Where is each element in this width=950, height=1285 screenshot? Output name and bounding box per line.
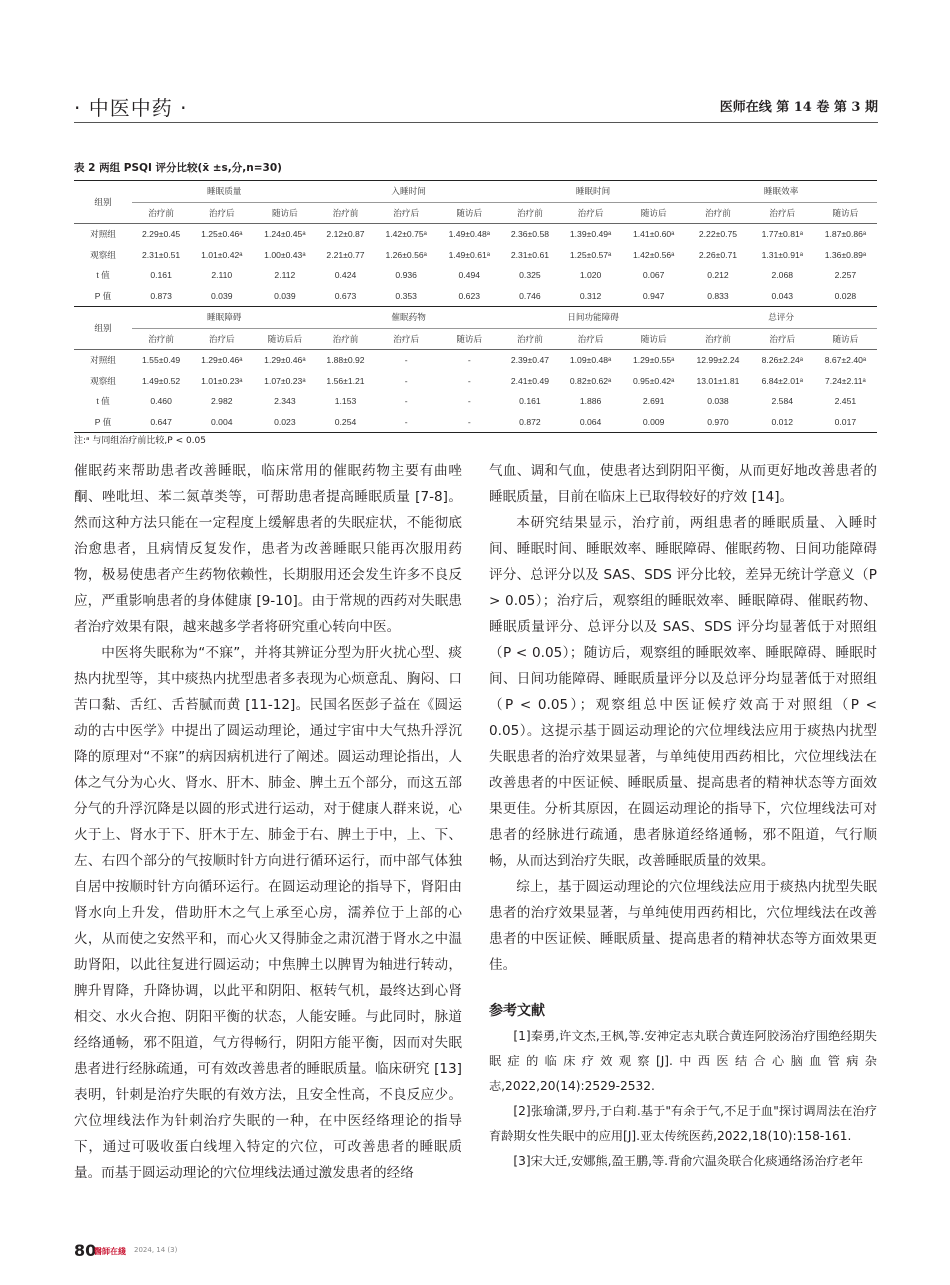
table-cell: 0.038 [707, 396, 729, 407]
table-cell: 1.25±0.57ᵃ [569, 249, 612, 260]
table-cell: 1.29±0.55ᵃ [622, 350, 685, 371]
table-cell: 1.25±0.46ᵃ [190, 224, 253, 245]
table-cell: 0.872 [501, 412, 559, 433]
row-label: 对照组 [74, 350, 132, 371]
paragraph: 本研究结果显示，治疗前，两组患者的睡眠质量、入睡时间、睡眠时间、睡眠效率、睡眠障碍、催眠药物、日间功能障碍评分、总评分以及 SAS、SDS 评分比较，差异无统计学意义（P > 0.05）；治疗后，观察组的睡眠效率、睡眠障碍、催眠药物、睡眠质量评分、总评分以及 SAS、SDS 评分均显著低于对照组（P < 0.05）；随访后，观察组的睡眠效率、睡眠障碍、睡眠时间、日间功能障碍、睡眠质量评分以及总评分均显著低于对照组（P < 0.05）；观察组总中医证候疗效高于对照组（P < 0.05）。这提示基于圆运动理论的穴位埋线法应用于痰热内扰型失眠患者的治疗效果显著，与单纯使用西药相比，穴位埋线法在改善患者的中医证候、睡眠质量、提高患者的精神状态等方面效果更佳。分析其原因，在圆运动理论的指导下，穴位埋线法可对患者的经脉进行疏通，患者脉道经络通畅，邪不阻道，气行顺畅，从而达到治疗失眠，改善睡眠质量的效果。 [489, 515, 877, 869]
period-header: 治疗前 [332, 207, 359, 218]
period-header: 治疗前 [705, 333, 731, 344]
table-cell: 2.343 [274, 396, 296, 407]
table-cell: 1.88±0.92 [316, 350, 374, 371]
paragraph: 气血、调和气血，使患者达到阴阳平衡，从而更好地改善患者的睡眠质量，目前在临床上已取得较好的疗效 [14]。 [489, 463, 877, 505]
period-header: 随访后 [832, 333, 859, 344]
period-header: 随访后 [271, 207, 298, 218]
table-cell: 0.012 [751, 412, 814, 433]
table-cell: 0.746 [519, 290, 541, 301]
body-right-column [489, 458, 877, 1174]
period-header: 治疗前 [517, 207, 543, 218]
period-header: 随访后后 [267, 333, 303, 344]
table-cell: 2.451 [834, 396, 857, 407]
table-note: 注:ᵃ 与同组治疗前比较,P < 0.05 [74, 436, 207, 446]
period-header: 治疗后 [393, 207, 420, 218]
table-cell: 1.26±0.56ᵃ [385, 249, 427, 260]
metric-group-header: 睡眠质量 [132, 181, 316, 203]
table-cell: 2.112 [274, 270, 296, 281]
body-left-column [74, 458, 462, 1186]
table-cell: 1.49±0.52 [142, 375, 181, 386]
period-header: 治疗后 [208, 333, 235, 344]
table-cell: 2.22±0.75 [685, 224, 751, 245]
reference-item: [2]张瑜潇,罗丹,于白莉.基于"有余于气,不足于血"探讨调周法在治疗育龄期女性失眠中的应用[J].亚太传统医药,2022,18(10):158-161. [489, 1104, 877, 1143]
table-cell: 13.01±1.81 [696, 375, 740, 386]
metric-group-header: 催眠药物 [316, 307, 500, 329]
table-cell: 1.42±0.56ᵃ [632, 249, 675, 260]
table-cell: - [438, 350, 501, 371]
period-header: 随访后 [640, 333, 667, 344]
table-cell: 1.56±1.21 [326, 375, 365, 386]
table-cell: 2.584 [771, 396, 794, 407]
table-caption: 表 2 两组 PSQI 评分比较(x̄ ±s,分,n=30) [74, 162, 282, 174]
period-header: 治疗后 [577, 333, 604, 344]
metric-group-header: 睡眠障碍 [132, 307, 316, 329]
table-cell: 0.064 [559, 412, 622, 433]
table-cell: 0.039 [274, 290, 296, 301]
table-cell: 2.31±0.51 [142, 249, 181, 260]
table-cell: 0.254 [316, 412, 374, 433]
row-label: t 值 [96, 270, 110, 281]
period-header: 治疗后 [577, 207, 604, 218]
table-cell: 0.873 [150, 290, 172, 301]
table-subheader-row [74, 202, 877, 224]
table-cell: 0.494 [458, 270, 481, 281]
table-cell: 1.07±0.23ᵃ [264, 375, 306, 386]
table-cell: 1.31±0.91ᵃ [761, 249, 803, 260]
table-row [74, 286, 877, 307]
row-label: P 值 [94, 290, 112, 301]
table-cell: 2.21±0.77 [326, 249, 365, 260]
table-cell: 2.068 [771, 270, 794, 281]
table-cell: 2.12±0.87 [316, 224, 374, 245]
table-cell: 1.153 [334, 396, 357, 407]
table-cell: - [467, 396, 471, 407]
journal-logo: 醫師在綫 [94, 1247, 126, 1256]
table-cell: 2.36±0.58 [501, 224, 559, 245]
paragraph: 催眠药来帮助患者改善睡眠，临床常用的催眠药物主要有曲唑酮、唑吡坦、苯二氮䓬类等，可帮助患者提高睡眠质量 [7-8]。然而这种方法只能在一定程度上缓解患者的失眠症状，不能彻底治愈患者，且病情反复发作，患者为改善睡眠只能再次服用药物，极易使患者产生药物依赖性，长期服用还会发生许多不良反应，严重影响患者的身体健康 [9-10]。由于常规的西药对失眠患者治疗效果有限，越来越多学者将研究重心转向中医。 [74, 463, 462, 635]
table-cell: - [438, 412, 501, 433]
table-cell: 0.460 [150, 396, 172, 407]
paragraph: 综上，基于圆运动理论的穴位埋线法应用于痰热内扰型失眠患者的治疗效果显著，与单纯使用西药相比，穴位埋线法在改善患者的中医证候、睡眠质量、提高患者的精神状态等方面效果更佳。 [489, 879, 877, 973]
table-cell: 0.023 [253, 412, 316, 433]
table-row [74, 350, 877, 371]
row-label: P 值 [74, 412, 132, 433]
reference-item: [1]秦勇,许文杰,王枫,等.安神定志丸联合黄连阿胶汤治疗围绝经期失眠症的临床疗效观察[J].中西医结合心脑血管病杂志,2022,20(14):2529-2532. [489, 1029, 877, 1093]
table-cell: - [404, 396, 408, 407]
table-cell: 8.26±2.24ᵃ [751, 350, 814, 371]
table-cell: 1.36±0.89ᵃ [824, 249, 867, 260]
period-header: 治疗前 [148, 207, 174, 218]
section-header: · 中医中药 · [74, 96, 188, 120]
table-cell: 0.424 [334, 270, 357, 281]
table-cell: 0.353 [395, 290, 417, 301]
metric-group-header: 入睡时间 [316, 181, 500, 203]
table-cell: 2.110 [211, 270, 233, 281]
period-header: 随访后 [456, 207, 483, 218]
row-label: 观察组 [90, 375, 116, 386]
table-cell: 0.212 [707, 270, 729, 281]
period-header: 随访后 [640, 207, 667, 218]
table-cell: 2.41±0.49 [510, 375, 549, 386]
table-cell: 1.42±0.75ᵃ [375, 224, 438, 245]
table-group-header-row [74, 181, 877, 203]
table-cell: - [404, 375, 408, 386]
period-header: 随访后 [456, 333, 483, 344]
table-cell: 0.161 [519, 396, 541, 407]
row-label: 对照组 [74, 224, 132, 245]
table-cell: 0.312 [579, 290, 602, 301]
table-cell: 0.039 [211, 290, 233, 301]
table-cell: 0.009 [622, 412, 685, 433]
header-divider [74, 122, 878, 123]
table-cell: 0.043 [771, 290, 794, 301]
table-cell: 1.886 [579, 396, 602, 407]
table-cell: 2.26±0.71 [698, 249, 738, 260]
metric-group-header: 总评分 [685, 307, 877, 329]
table-cell: 12.99±2.24 [685, 350, 751, 371]
table-cell: 1.29±0.46ᵃ [190, 350, 253, 371]
table-cell: 0.673 [334, 290, 357, 301]
table-cell: 0.325 [519, 270, 541, 281]
table-cell: 0.028 [834, 290, 857, 301]
group-label-header: 组别 [74, 307, 132, 350]
table-cell: 2.257 [834, 270, 857, 281]
period-header: 治疗前 [517, 333, 543, 344]
metric-group-header: 日间功能障碍 [501, 307, 685, 329]
table-row [74, 265, 877, 286]
row-label: 观察组 [90, 249, 116, 260]
issue-label: 2024, 14 (3) [134, 1246, 178, 1254]
table-cell: 0.623 [458, 290, 481, 301]
period-header: 治疗后 [393, 333, 420, 344]
references-title: 参考文献 [489, 1003, 545, 1019]
table-cell: 1.87±0.86ᵃ [814, 224, 877, 245]
period-header: 治疗后 [769, 333, 796, 344]
table-cell: 0.004 [190, 412, 253, 433]
period-header: 治疗前 [705, 207, 731, 218]
table-cell: 0.947 [642, 290, 665, 301]
table-cell: 2.39±0.47 [501, 350, 559, 371]
table-cell: 1.020 [579, 270, 602, 281]
table-cell: 0.161 [150, 270, 172, 281]
table-row [74, 245, 877, 266]
table-cell: 1.00±0.43ᵃ [264, 249, 306, 260]
table-cell: 1.29±0.46ᵃ [253, 350, 316, 371]
table-cell: 8.67±2.40ᵃ [814, 350, 877, 371]
table-cell: 1.77±0.81ᵃ [751, 224, 814, 245]
journal-header: 医师在线 第 14 卷 第 3 期 [719, 100, 878, 115]
table-cell: - [375, 412, 438, 433]
period-header: 治疗前 [332, 333, 359, 344]
table-cell: 0.936 [395, 270, 417, 281]
table-cell: 1.24±0.45ᵃ [253, 224, 316, 245]
page-number: 80 [74, 1241, 97, 1260]
table-row [74, 391, 877, 412]
table-cell: 0.833 [707, 290, 729, 301]
metric-group-header: 睡眠效率 [685, 181, 877, 203]
table-cell: 2.691 [642, 396, 665, 407]
table-cell: 0.95±0.42ᵃ [632, 375, 675, 386]
table-cell: 6.84±2.01ᵃ [761, 375, 803, 386]
table-cell: 0.647 [132, 412, 190, 433]
table-cell: 1.49±0.48ᵃ [438, 224, 501, 245]
table-row [74, 371, 877, 392]
table-cell: 1.09±0.48ᵃ [559, 350, 622, 371]
table-cell: 0.067 [642, 270, 665, 281]
metric-group-header: 睡眠时间 [501, 181, 685, 203]
table-cell: - [467, 375, 471, 386]
period-header: 随访后 [832, 207, 859, 218]
period-header: 治疗后 [769, 207, 796, 218]
group-label-header: 组别 [74, 181, 132, 224]
table-cell: 1.55±0.49 [132, 350, 190, 371]
table-cell: 2.31±0.61 [510, 249, 549, 260]
table-cell: - [375, 350, 438, 371]
table-cell: 0.017 [814, 412, 877, 433]
table-cell: 1.39±0.49ᵃ [559, 224, 622, 245]
table-cell: 1.49±0.61ᵃ [448, 249, 490, 260]
table-cell: 1.41±0.60ᵃ [622, 224, 685, 245]
table-row [74, 224, 877, 245]
table-cell: 1.01±0.23ᵃ [201, 375, 243, 386]
period-header: 治疗后 [208, 207, 235, 218]
reference-item: [3]宋大迁,安娜熊,盈王鹏,等.背俞穴温灸联合化痰通络汤治疗老年 [513, 1154, 864, 1168]
table-subheader-row [74, 328, 877, 350]
table-group-header-row [74, 307, 877, 329]
table-cell: 7.24±2.11ᵃ [825, 375, 866, 386]
psqi-table [74, 180, 877, 433]
period-header: 治疗前 [148, 333, 174, 344]
table-cell: 2.29±0.45 [132, 224, 190, 245]
table-cell: 2.982 [211, 396, 233, 407]
table-cell: 0.970 [685, 412, 751, 433]
table-row [74, 412, 877, 433]
table-cell: 1.01±0.42ᵃ [201, 249, 243, 260]
row-label: t 值 [96, 396, 110, 407]
paragraph: 中医将失眠称为“不寐”，并将其辨证分型为肝火扰心型、痰热内扰型等，其中痰热内扰型患者多表现为心烦意乱、胸闷、口苦口黏、舌红、舌苔腻而黄 [11-12]。民国名医彭子益在《圆运动的古中医学》中提出了圆运动理论，通过宇宙中大气热升浮沉降的原理对“不寐”的病因病机进行了阐述。圆运动理论指出，人体之气分为心火、肾水、肝木、肺金、脾土五个部分，而这五部分气的升浮沉降是以圆的形式进行运动，对于健康人群来说，心火于上、肾水于下、肝木于左、肺金于右、脾土于中，上、下、左、右四个部分的气按顺时针方向进行循环运行，而中部气体独自居中按顺时针方向循环运行。在圆运动理论的指导下，肾阳由肾水向上升发，借助肝木之气上承至心房，濡养位于上部的心火，从而使之安然平和，而心火又得肺金之肃沉潜于肾水之中温助肾阳，以此往复进行圆运动；中焦脾土以脾胃为轴进行转动，脾升胃降，升降协调，以此平和阴阳、枢转气机，最终达到心肾相交、水火合抱、阴阳平衡的状态，人能安睡。与此同时，脉道经络通畅，邪不阻道，气方得畅行，阴阳方能平衡，因而对失眠患者进行经脉疏通，可有效改善患者的睡眠质量。临床研究 [13] 表明，针刺是治疗失眠的有效方法，且安全性高，不良反应少。穴位埋线法作为针刺治疗失眠的一种，在中医经络理论的指导下，通过可吸收蛋白线埋入特定的穴位，可改善患者的睡眠质量。而基于圆运动理论的穴位埋线法通过激发患者的经络 [74, 645, 462, 1181]
table-cell: 0.82±0.62ᵃ [569, 375, 612, 386]
